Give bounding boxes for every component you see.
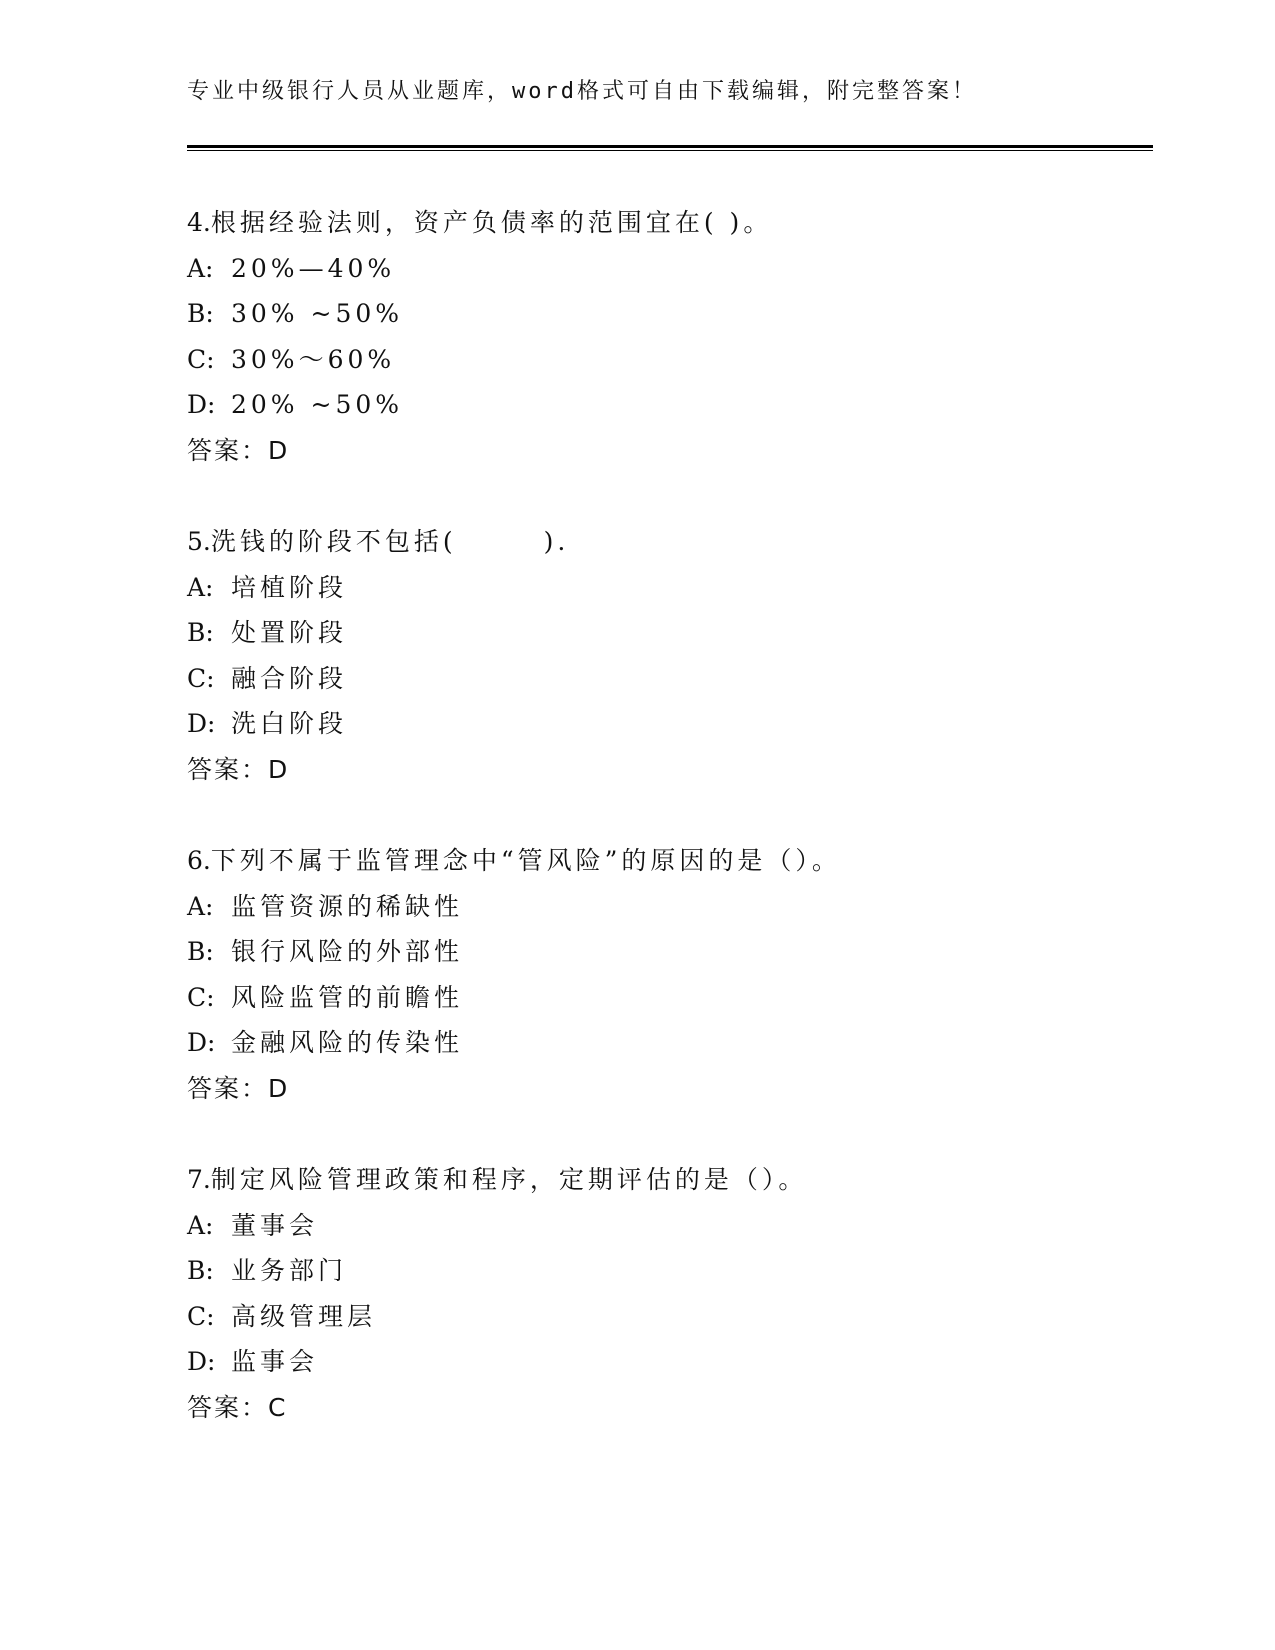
option-text: 银行风险的外部性 — [231, 937, 464, 966]
option-b — [187, 929, 1147, 975]
option-letter: B: — [187, 937, 214, 966]
question-stem — [187, 519, 1147, 565]
option-letter: C: — [187, 663, 215, 693]
option-text: 金融风险的传染性 — [231, 1028, 464, 1057]
option-c — [187, 656, 1147, 702]
option-letter: A: — [187, 572, 214, 602]
option-text: 洗白阶段 — [231, 709, 348, 738]
question-text: 根据经验法则，资产负债率的范围宜在( )。 — [210, 208, 773, 237]
option-letter: D: — [187, 390, 216, 419]
option-text: 业务部门 — [231, 1256, 348, 1285]
option-text: 监事会 — [231, 1347, 319, 1376]
question-5 — [187, 519, 1147, 792]
option-letter: A: — [187, 1210, 214, 1240]
option-letter: C: — [187, 344, 215, 374]
question-6 — [187, 838, 1147, 1111]
question-text: 洗钱的阶段不包括( ). — [210, 527, 570, 556]
option-d — [187, 701, 1147, 747]
option-letter: D: — [187, 1028, 216, 1057]
option-text: 30%～60% — [231, 344, 396, 374]
question-number: 6. — [187, 846, 211, 875]
option-b — [187, 610, 1147, 656]
option-text: 处置阶段 — [231, 618, 348, 647]
option-text: 监管资源的稀缺性 — [231, 891, 464, 921]
answer-line: 答案：D — [187, 754, 290, 784]
answer-line: 答案：D — [187, 1073, 290, 1103]
option-c — [187, 1294, 1147, 1340]
option-letter: B: — [187, 299, 214, 328]
option-text: 高级管理层 — [231, 1301, 377, 1331]
option-text: 培植阶段 — [231, 572, 348, 602]
option-d — [187, 382, 1147, 428]
question-number: 5. — [187, 527, 211, 556]
question-number: 4. — [187, 208, 211, 237]
option-d — [187, 1020, 1147, 1066]
page-header: 专业中级银行人员从业题库，word格式可自由下载编辑，附完整答案！ — [187, 79, 977, 104]
question-number: 7. — [187, 1165, 211, 1194]
option-d — [187, 1339, 1147, 1385]
question-4 — [187, 200, 1147, 473]
option-letter: D: — [187, 709, 216, 738]
question-text: 制定风险管理政策和程序，定期评估的是（）。 — [210, 1165, 808, 1194]
header-divider-thick — [187, 145, 1153, 148]
option-letter: A: — [187, 891, 214, 921]
option-letter: B: — [187, 1256, 214, 1285]
header-divider-thin — [187, 150, 1153, 151]
option-letter: C: — [187, 982, 215, 1012]
option-b — [187, 1248, 1147, 1294]
option-text: 融合阶段 — [231, 663, 348, 693]
option-text: 董事会 — [231, 1210, 319, 1240]
option-c — [187, 975, 1147, 1021]
question-stem — [187, 1157, 1147, 1203]
option-a — [187, 884, 1147, 930]
question-stem — [187, 838, 1147, 884]
question-7 — [187, 1157, 1147, 1430]
question-stem — [187, 200, 1147, 246]
option-a — [187, 1203, 1147, 1249]
option-letter: D: — [187, 1347, 216, 1376]
option-a — [187, 246, 1147, 292]
answer-line: 答案：C — [187, 1392, 288, 1422]
option-a — [187, 565, 1147, 611]
option-text: 风险监管的前瞻性 — [231, 982, 464, 1012]
option-letter: C: — [187, 1301, 215, 1331]
question-text: 下列不属于监管理念中“管风险”的原因的是（）。 — [210, 846, 841, 875]
option-text: 20% ~50% — [231, 390, 404, 419]
option-letter: B: — [187, 618, 214, 647]
answer-line: 答案：D — [187, 435, 290, 465]
option-letter: A: — [187, 253, 214, 283]
option-c — [187, 337, 1147, 383]
option-text: 30% ~50% — [231, 299, 404, 328]
option-b — [187, 291, 1147, 337]
option-text: 20%—40% — [231, 253, 396, 283]
